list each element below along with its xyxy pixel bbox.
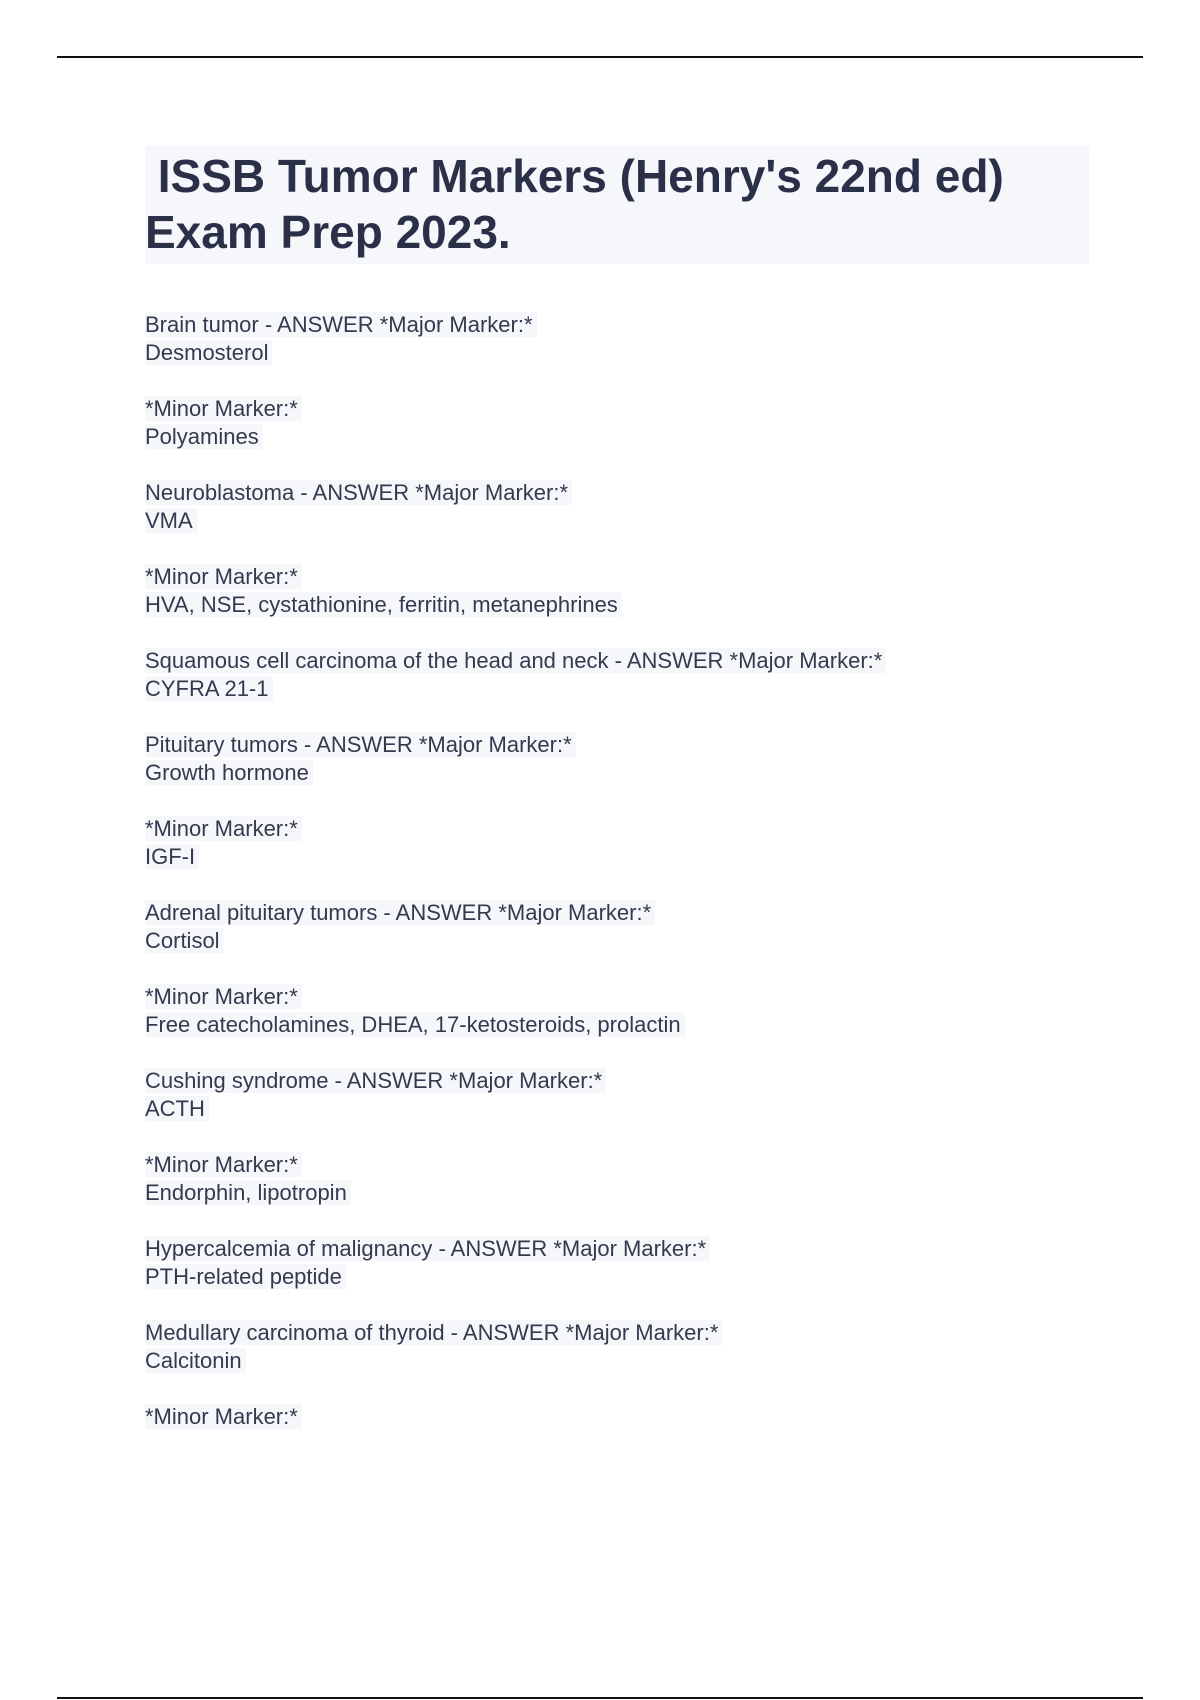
flashcard-entry (145, 1151, 1145, 1207)
flashcard-entry (145, 1319, 1145, 1375)
entry-question: Cushing syndrome - ANSWER *Major Marker:* (145, 1068, 606, 1093)
flashcard-entry (145, 815, 1145, 871)
entry-question: *Minor Marker:* (145, 396, 302, 421)
entry-answer: Cortisol (145, 928, 224, 953)
entry-answer: Free catecholamines, DHEA, 17-ketosteroids, prolactin (145, 1012, 685, 1037)
flashcard-entry (145, 647, 1145, 703)
flashcard-entry (145, 479, 1145, 535)
bottom-rule (57, 1697, 1143, 1699)
flashcard-entry (145, 1235, 1145, 1291)
entry-question: Hypercalcemia of malignancy - ANSWER *Major Marker:* (145, 1236, 710, 1261)
entry-question: Squamous cell carcinoma of the head and neck - ANSWER *Major Marker:* (145, 648, 886, 673)
document-title (145, 146, 1089, 264)
entry-answer: Endorphin, lipotropin (145, 1180, 351, 1205)
flashcard-entry (145, 731, 1145, 787)
flashcard-list (145, 311, 1145, 1459)
entry-question: Brain tumor - ANSWER *Major Marker:* (145, 312, 537, 337)
entry-answer: PTH-related peptide (145, 1264, 346, 1289)
flashcard-entry (145, 899, 1145, 955)
entry-answer: CYFRA 21-1 (145, 676, 273, 701)
entry-answer: IGF-I (145, 844, 199, 869)
entry-question: Medullary carcinoma of thyroid - ANSWER *Major Marker:* (145, 1320, 722, 1345)
entry-answer: VMA (145, 508, 197, 533)
entry-question: Adrenal pituitary tumors - ANSWER *Major Marker:* (145, 900, 655, 925)
entry-answer: HVA, NSE, cystathionine, ferritin, metanephrines (145, 592, 622, 617)
flashcard-entry (145, 1067, 1145, 1123)
flashcard-entry (145, 983, 1145, 1039)
title-line-2: Exam Prep 2023. (145, 206, 511, 258)
entry-question: Neuroblastoma - ANSWER *Major Marker:* (145, 480, 572, 505)
entry-answer: Calcitonin (145, 1348, 246, 1373)
entry-question: *Minor Marker:* (145, 984, 302, 1009)
entry-question: *Minor Marker:* (145, 816, 302, 841)
entry-question: *Minor Marker:* (145, 564, 302, 589)
flashcard-entry (145, 563, 1145, 619)
title-line-1: ISSB Tumor Markers (Henry's 22nd ed) (145, 150, 1004, 202)
entry-question: Pituitary tumors - ANSWER *Major Marker:* (145, 732, 576, 757)
entry-answer: ACTH (145, 1096, 209, 1121)
flashcard-entry (145, 311, 1145, 367)
entry-answer: Growth hormone (145, 760, 313, 785)
top-rule (57, 56, 1143, 58)
entry-question: *Minor Marker:* (145, 1404, 302, 1429)
flashcard-entry (145, 395, 1145, 451)
entry-question: *Minor Marker:* (145, 1152, 302, 1177)
entry-answer: Desmosterol (145, 340, 272, 365)
flashcard-entry (145, 1403, 1145, 1431)
entry-answer: Polyamines (145, 424, 263, 449)
